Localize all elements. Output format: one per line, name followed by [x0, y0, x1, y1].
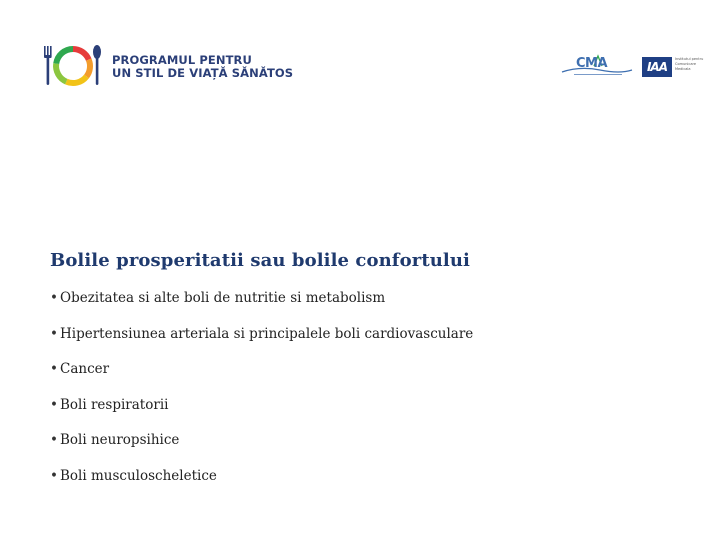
- bullet-text: Obezitatea si alte boli de nutritie si metabolism: [60, 290, 386, 306]
- partner2-subtext: Institutul pentru Comunicare Medicala: [675, 57, 704, 71]
- bullet-dot: •: [50, 290, 58, 306]
- bullet-text: Cancer: [60, 361, 110, 377]
- bullet-list: [50, 289, 670, 502]
- bullet-dot: •: [50, 432, 58, 448]
- slide-header: [0, 0, 720, 110]
- program-name: [112, 54, 293, 80]
- partner1-text: CMA: [576, 56, 608, 71]
- bullet-dot: •: [50, 396, 58, 413]
- bullet-text: Hipertensiunea arteriala si principalele boli cardiovasculare: [60, 325, 474, 342]
- program-name-line1: PROGRAMUL PENTRU: [112, 53, 252, 67]
- bullet-text: Boli respiratorii: [60, 396, 169, 413]
- bullet-dot: •: [50, 325, 58, 342]
- bullet-text: Boli musculoscheletice: [60, 467, 217, 484]
- bullet-dot: •: [50, 467, 58, 484]
- list-item: [50, 289, 670, 325]
- slide-content: [50, 250, 670, 502]
- partner-logo-iaa: [640, 55, 710, 79]
- list-item: [50, 396, 670, 432]
- partner2-mark: IAA: [642, 57, 672, 77]
- bullet-dot: •: [50, 361, 58, 377]
- list-item: [50, 431, 670, 467]
- list-item: [50, 325, 670, 361]
- plate-fork-spoon-logo-icon: [42, 42, 104, 90]
- list-item: [50, 467, 670, 503]
- slide-title: Bolile prosperitatii sau bolile confortului: [50, 250, 470, 271]
- program-name-line2: UN STIL DE VIAȚĂ SĂNĂTOS: [112, 66, 294, 80]
- list-item: [50, 360, 670, 396]
- bullet-text: Boli neuropsihice: [60, 432, 180, 448]
- partner-logo-cma: [560, 52, 634, 80]
